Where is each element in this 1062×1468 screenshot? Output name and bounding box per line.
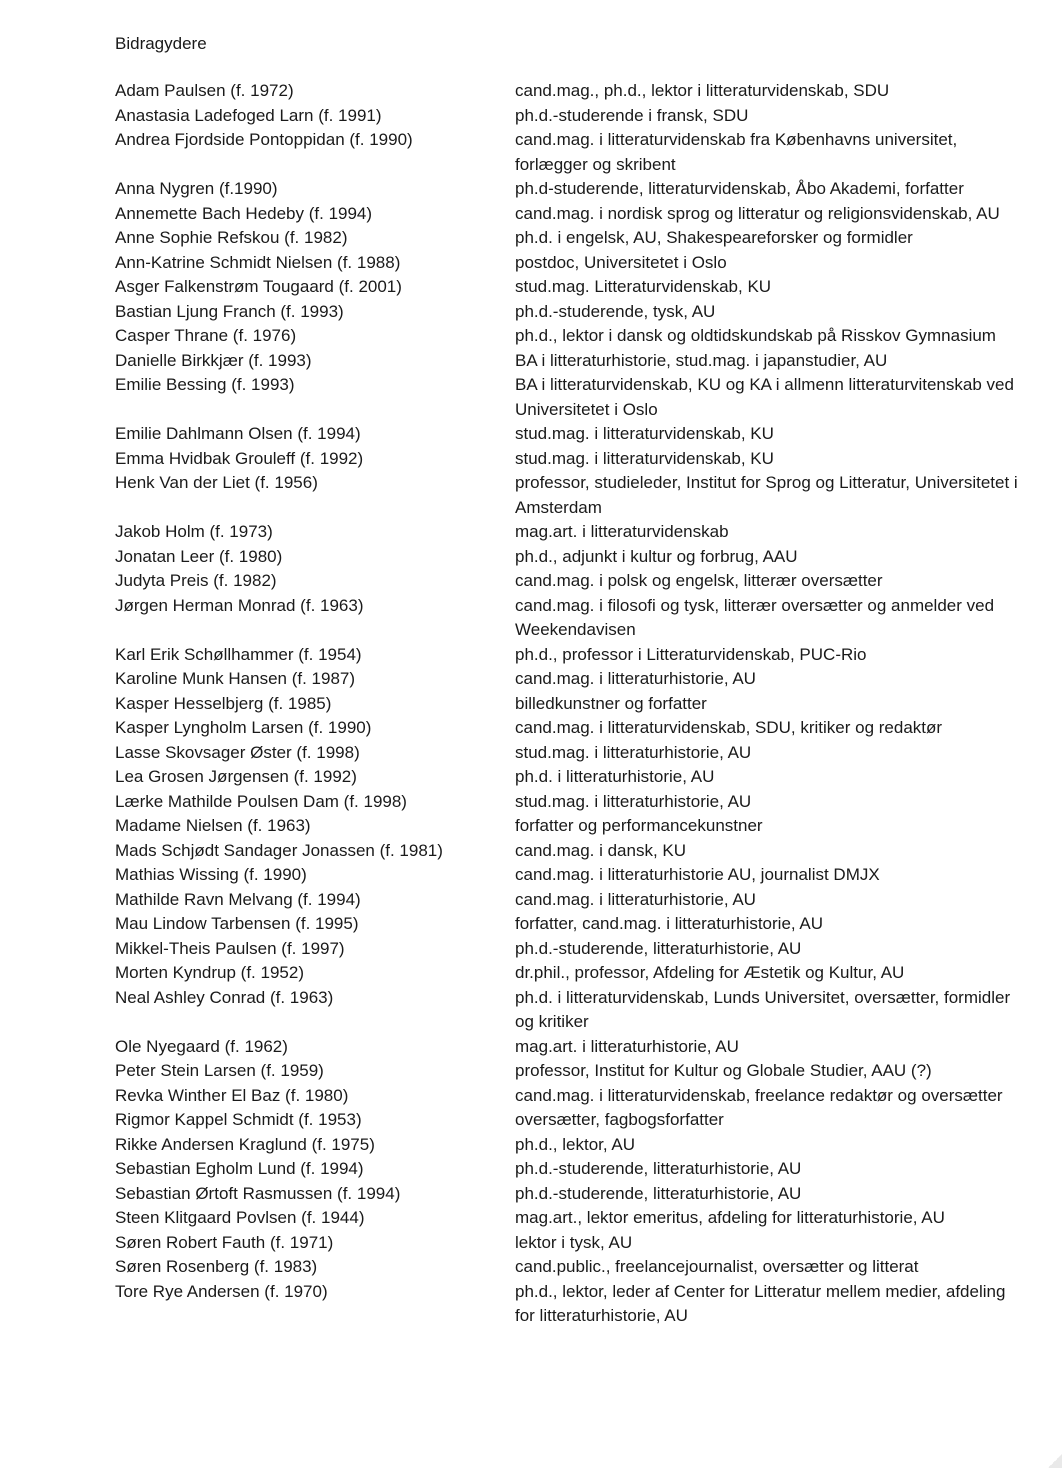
contributor-name: Morten Kyndrup (f. 1952): [115, 963, 304, 982]
contributor-description: cand.mag. i litteraturhistorie, AU: [515, 669, 756, 688]
contributor-description: postdoc, Universitetet i Oslo: [515, 252, 727, 272]
contributor-row: [115, 643, 1025, 668]
contributor-description: ph.d.-studerende, litteraturhistorie, AU: [515, 938, 802, 958]
contributor-description: cand.mag. i nordisk sprog og litteratur og religionsvidenskab, AU: [515, 203, 1000, 223]
contributor-description: cand.mag. i dansk, KU: [515, 840, 687, 860]
contributor-name: Karl Erik Schøllhammer (f. 1954): [115, 644, 362, 664]
contributor-name: Lærke Mathilde Poulsen Dam (f. 1998): [115, 791, 407, 811]
contributor-row: [115, 471, 1025, 520]
contributor-description: cand.mag. i litteraturvidenskab, SDU, kritiker og redaktør: [515, 718, 943, 737]
contributor-row: [115, 790, 1025, 815]
contributor-row: [115, 545, 1025, 570]
contributor-name: Tore Rye Andersen (f. 1970): [115, 1281, 328, 1301]
contributor-description: ph.d.-studerende, litteraturhistorie, AU: [515, 1159, 802, 1178]
contributor-description: cand.mag. i litteraturhistorie, AU: [515, 889, 756, 909]
contributor-description: stud.mag. i litteraturhistorie, AU: [515, 791, 752, 811]
contributor-name: Revka Winther El Baz (f. 1980): [115, 1085, 349, 1105]
contributor-row: [115, 1059, 1025, 1084]
contributor-description: oversætter, fagbogsforfatter: [515, 1110, 724, 1129]
contributor-name: Annemette Bach Hedeby (f. 1994): [115, 203, 373, 223]
contributor-name: Steen Klitgaard Povlsen (f. 1944): [115, 1208, 365, 1227]
page-corner: [1048, 1454, 1062, 1468]
contributor-name: Søren Robert Fauth (f. 1971): [115, 1232, 334, 1252]
contributor-row: [115, 300, 1025, 325]
contributor-row: [115, 349, 1025, 374]
contributor-name: Anna Nygren (f.1990): [115, 179, 278, 198]
contributor-description: ph.d., adjunkt i kultur og forbrug, AAU: [515, 546, 798, 566]
contributor-row: [115, 716, 1025, 741]
contributor-name: Emma Hvidbak Grouleff (f. 1992): [115, 448, 364, 468]
contributor-name: Rikke Andersen Kraglund (f. 1975): [115, 1134, 375, 1154]
contributor-row: [115, 251, 1025, 276]
contributor-name: Andrea Fjordside Pontoppidan (f. 1990): [115, 130, 413, 149]
contributor-description: mag.art. i litteraturvidenskab: [515, 522, 729, 541]
contributor-description: ph.d.-studerende, tysk, AU: [515, 301, 716, 321]
contributor-row: [115, 863, 1025, 888]
contributor-row: [115, 422, 1025, 447]
contributor-row: [115, 128, 1025, 177]
contributor-row: [115, 961, 1025, 986]
contributor-row: [115, 741, 1025, 766]
contributor-name: Casper Thrane (f. 1976): [115, 326, 297, 345]
contributor-description: stud.mag. i litteraturvidenskab, KU: [515, 424, 774, 443]
contributor-name: Lea Grosen Jørgensen (f. 1992): [115, 767, 357, 786]
contributor-name: Kasper Lyngholm Larsen (f. 1990): [115, 718, 372, 737]
contributor-name: Jørgen Herman Monrad (f. 1963): [115, 595, 364, 615]
contributor-name: Jakob Holm (f. 1973): [115, 522, 273, 541]
contributor-row: [115, 986, 1025, 1035]
contributor-row: [115, 373, 1025, 422]
contributor-name: Ann-Katrine Schmidt Nielsen (f. 1988): [115, 252, 401, 272]
contributor-row: [115, 1084, 1025, 1109]
contributor-row: [115, 447, 1025, 472]
contributor-row: [115, 1231, 1025, 1256]
contributor-row: [115, 1206, 1025, 1231]
contributor-name: Mau Lindow Tarbensen (f. 1995): [115, 914, 359, 933]
contributor-name: Ole Nyegaard (f. 1962): [115, 1036, 288, 1056]
contributor-description: BA i litteraturhistorie, stud.mag. i japanstudier, AU: [515, 350, 888, 370]
contributor-description: ph.d., lektor i dansk og oldtidskundskab på Risskov Gymnasium: [515, 326, 996, 345]
contributor-name: Mikkel-Theis Paulsen (f. 1997): [115, 938, 345, 958]
contributor-name: Sebastian Ørtoft Rasmussen (f. 1994): [115, 1183, 401, 1203]
contributor-name: Adam Paulsen (f. 1972): [115, 81, 294, 100]
contributor-row: [115, 177, 1025, 202]
contributor-name: Rigmor Kappel Schmidt (f. 1953): [115, 1110, 362, 1129]
contributor-row: [115, 765, 1025, 790]
contributor-name: Madame Nielsen (f. 1963): [115, 816, 311, 835]
contributor-row: [115, 912, 1025, 937]
contributor-row: [115, 324, 1025, 349]
contributor-row: [115, 1255, 1025, 1280]
contributors-page: [115, 32, 1025, 1329]
contributor-description: ph.d. i engelsk, AU, Shakespeareforsker og formidler: [515, 228, 913, 247]
contributor-description: cand.mag. i filosofi og tysk, litterær oversætter og anmelder ved Weekendavisen: [515, 595, 995, 639]
contributor-row: [115, 888, 1025, 913]
contributor-row: [115, 520, 1025, 545]
contributor-name: Neal Ashley Conrad (f. 1963): [115, 987, 334, 1007]
contributor-description: ph.d., lektor, AU: [515, 1134, 636, 1154]
contributor-row: [115, 692, 1025, 717]
contributor-description: ph.d.-studerende, litteraturhistorie, AU: [515, 1183, 802, 1203]
contributor-row: [115, 1133, 1025, 1158]
contributor-description: billedkunstner og forfatter: [515, 693, 707, 713]
contributor-row: [115, 1108, 1025, 1133]
contributor-name: Judyta Preis (f. 1982): [115, 571, 277, 590]
contributor-name: Emilie Bessing (f. 1993): [115, 375, 295, 394]
contributor-name: Peter Stein Larsen (f. 1959): [115, 1061, 324, 1080]
contributor-description: ph.d., professor i Litteraturvidenskab, PUC-Rio: [515, 644, 867, 664]
contributor-row: [115, 937, 1025, 962]
contributor-row: [115, 814, 1025, 839]
contributor-row: [115, 1182, 1025, 1207]
page-title: Bidragydere: [115, 34, 207, 53]
contributor-row: [115, 1280, 1025, 1329]
contributor-row: [115, 594, 1025, 643]
contributor-name: Henk Van der Liet (f. 1956): [115, 473, 318, 492]
contributor-description: BA i litteraturvidenskab, KU og KA i allmenn litteraturvitenskab ved Universitetet i Oslo: [515, 375, 1014, 419]
contributor-row: [115, 839, 1025, 864]
contributor-description: stud.mag. Litteraturvidenskab, KU: [515, 277, 772, 296]
contributor-row: [115, 202, 1025, 227]
contributor-name: Mathias Wissing (f. 1990): [115, 865, 307, 884]
contributor-description: mag.art., lektor emeritus, afdeling for litteraturhistorie, AU: [515, 1208, 945, 1227]
contributor-description: ph.d-studerende, litteraturvidenskab, Åbo Akademi, forfatter: [515, 179, 964, 198]
contributor-description: cand.mag., ph.d., lektor i litteraturvidenskab, SDU: [515, 81, 890, 100]
contributor-description: cand.mag. i litteraturvidenskab fra Københavns universitet, forlægger og skribent: [515, 130, 958, 174]
contributor-name: Anastasia Ladefoged Larn (f. 1991): [115, 105, 382, 125]
contributor-name: Karoline Munk Hansen (f. 1987): [115, 669, 356, 688]
contributor-name: Kasper Hesselbjerg (f. 1985): [115, 693, 332, 713]
contributor-name: Danielle Birkkjær (f. 1993): [115, 350, 312, 370]
contributor-row: [115, 1157, 1025, 1182]
contributor-name: Bastian Ljung Franch (f. 1993): [115, 301, 344, 321]
contributor-row: [115, 104, 1025, 129]
contributor-name: Sebastian Egholm Lund (f. 1994): [115, 1159, 364, 1178]
contributor-name: Søren Rosenberg (f. 1983): [115, 1257, 318, 1276]
contributor-description: ph.d.-studerende i fransk, SDU: [515, 105, 749, 125]
contributor-name: Asger Falkenstrøm Tougaard (f. 2001): [115, 277, 402, 296]
contributor-name: Mathilde Ravn Melvang (f. 1994): [115, 889, 361, 909]
contributor-description: ph.d. i litteraturhistorie, AU: [515, 767, 715, 786]
contributor-row: [115, 226, 1025, 251]
contributor-row: [115, 79, 1025, 104]
contributor-name: Emilie Dahlmann Olsen (f. 1994): [115, 424, 361, 443]
contributor-description: forfatter og performancekunstner: [515, 816, 763, 835]
contributor-description: cand.public., freelancejournalist, oversætter og litterat: [515, 1257, 919, 1276]
contributor-row: [115, 275, 1025, 300]
contributor-description: ph.d., lektor, leder af Center for Litteratur mellem medier, afdeling for litteraturhistorie, AU: [515, 1281, 1006, 1325]
contributor-name: Lasse Skovsager Øster (f. 1998): [115, 742, 360, 762]
contributor-description: ph.d. i litteraturvidenskab, Lunds Universitet, oversætter, formidler og kritiker: [515, 987, 1011, 1031]
contributor-name: Anne Sophie Refskou (f. 1982): [115, 228, 348, 247]
contributor-description: stud.mag. i litteraturhistorie, AU: [515, 742, 752, 762]
contributor-description: cand.mag. i litteraturhistorie AU, journalist DMJX: [515, 865, 880, 884]
contributor-description: professor, studieleder, Institut for Sprog og Litteratur, Universitetet i Amsterdam: [515, 473, 1018, 517]
contributor-description: mag.art. i litteraturhistorie, AU: [515, 1036, 739, 1056]
contributor-description: cand.mag. i polsk og engelsk, litterær oversætter: [515, 571, 883, 590]
contributor-description: lektor i tysk, AU: [515, 1232, 633, 1252]
contributor-description: dr.phil., professor, Afdeling for Æstetik og Kultur, AU: [515, 963, 905, 982]
contributor-description: stud.mag. i litteraturvidenskab, KU: [515, 448, 774, 468]
contributor-description: professor, Institut for Kultur og Globale Studier, AAU (?): [515, 1061, 932, 1080]
contributor-description: forfatter, cand.mag. i litteraturhistorie, AU: [515, 914, 824, 933]
contributors-list: [115, 79, 1025, 1329]
contributor-row: [115, 569, 1025, 594]
contributor-description: cand.mag. i litteraturvidenskab, freelance redaktør og oversætter: [515, 1085, 1003, 1105]
contributor-name: Jonatan Leer (f. 1980): [115, 546, 283, 566]
contributor-row: [115, 667, 1025, 692]
contributor-name: Mads Schjødt Sandager Jonassen (f. 1981): [115, 840, 443, 860]
contributor-row: [115, 1035, 1025, 1060]
